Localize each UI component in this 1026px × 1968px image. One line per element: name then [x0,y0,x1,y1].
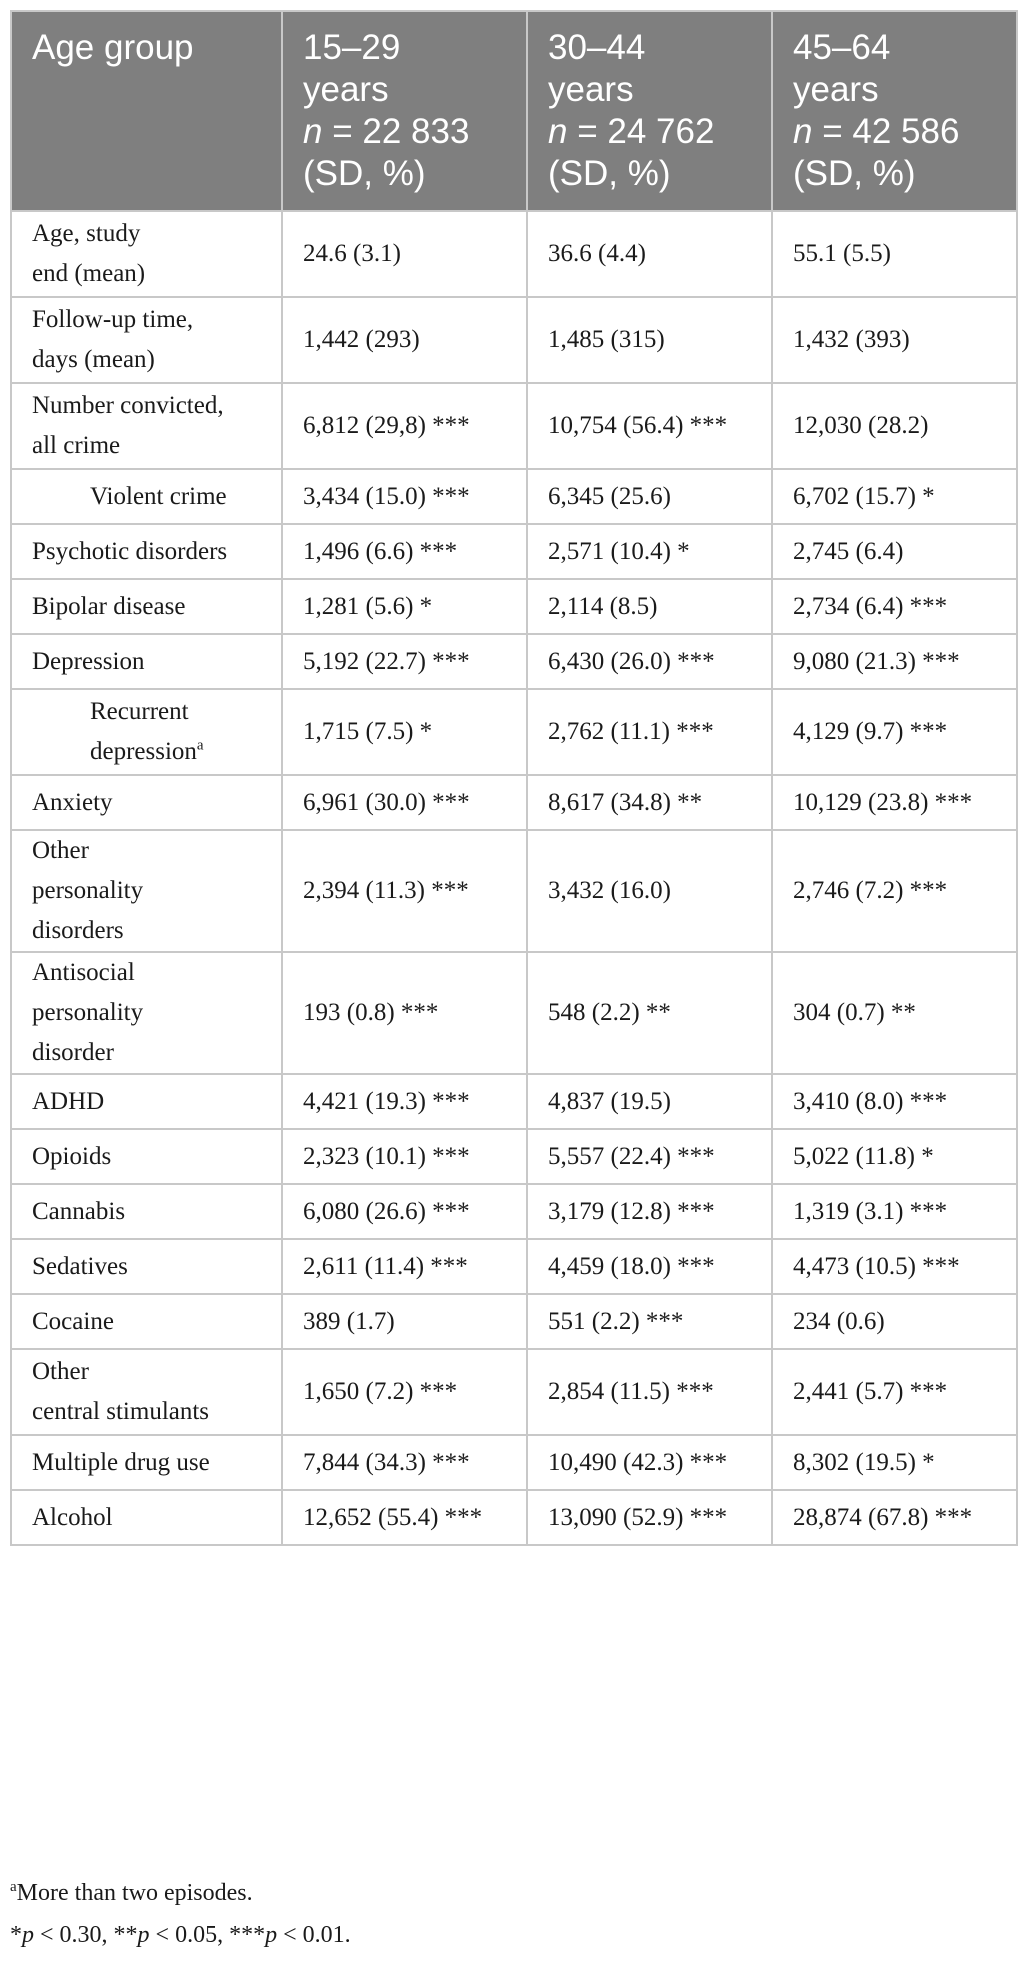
value-cell: 5,192 (22.7) *** [282,634,527,689]
table-row [11,1349,1017,1435]
table-row [11,1184,1017,1239]
table-row [11,469,1017,524]
value-cell: 5,557 (22.4) *** [527,1129,772,1184]
header-range: 45–64 [793,28,891,67]
value-cell: 3,179 (12.8) *** [527,1184,772,1239]
table-row [11,1129,1017,1184]
value-cell: 2,611 (11.4) *** [282,1239,527,1294]
value-cell: 3,410 (8.0) *** [772,1074,1017,1129]
value-cell: 548 (2.2) ** [527,952,772,1074]
footnote-significance: *p < 0.30, **p < 0.05, ***p < 0.01. [10,1922,351,1948]
value-cell: 4,459 (18.0) *** [527,1239,772,1294]
value-cell: 1,496 (6.6) *** [282,524,527,579]
value-cell: 2,746 (7.2) *** [772,830,1017,952]
row-label: Age, study end (mean) [11,211,282,297]
value-cell: 4,473 (10.5) *** [772,1239,1017,1294]
value-cell: 10,129 (23.8) *** [772,775,1017,830]
row-label: Cannabis [11,1184,282,1239]
row-label: Antisocial personality disorder [11,952,282,1074]
header-age-group: Age group [11,11,282,211]
header-stat: (SD, %) [303,154,426,193]
value-cell: 2,854 (11.5) *** [527,1349,772,1435]
row-label: Follow-up time, days (mean) [11,297,282,383]
table-row [11,1294,1017,1349]
header-group-45-64 [772,11,1017,211]
value-cell: 12,030 (28.2) [772,383,1017,469]
value-cell: 551 (2.2) *** [527,1294,772,1349]
table-row [11,211,1017,297]
value-cell: 55.1 (5.5) [772,211,1017,297]
row-label: Psychotic disorders [11,524,282,579]
value-cell: 10,754 (56.4) *** [527,383,772,469]
header-n: n = 42 586 [793,112,960,151]
value-cell: 7,844 (34.3) *** [282,1435,527,1490]
row-label: Recurrent depression$^a$ [11,689,282,775]
value-cell: 36.6 (4.4) [527,211,772,297]
value-cell: 1,281 (5.6) * [282,579,527,634]
table-row [11,952,1017,1074]
row-label: Alcohol [11,1490,282,1545]
value-cell: 6,430 (26.0) *** [527,634,772,689]
header-n: n = 22 833 [303,112,470,151]
row-label: Violent crime [11,469,282,524]
header-row [11,11,1017,211]
row-label: Bipolar disease [11,579,282,634]
value-cell: 4,129 (9.7) *** [772,689,1017,775]
row-label: Number convicted, all crime [11,383,282,469]
value-cell: 3,434 (15.0) *** [282,469,527,524]
value-cell: 304 (0.7) ** [772,952,1017,1074]
table-footnotes [10,1872,1016,1956]
header-stat: (SD, %) [548,154,671,193]
value-cell: 2,762 (11.1) *** [527,689,772,775]
value-cell: 6,080 (26.6) *** [282,1184,527,1239]
value-cell: 1,319 (3.1) *** [772,1184,1017,1239]
value-cell: 13,090 (52.9) *** [527,1490,772,1545]
table-row [11,579,1017,634]
value-cell: 234 (0.6) [772,1294,1017,1349]
row-label: Other personality disorders [11,830,282,952]
value-cell: 12,652 (55.4) *** [282,1490,527,1545]
value-cell: 8,617 (34.8) ** [527,775,772,830]
row-label: Depression [11,634,282,689]
table-row [11,383,1017,469]
value-cell: 6,812 (29,8) *** [282,383,527,469]
table-row [11,775,1017,830]
value-cell: 2,323 (10.1) *** [282,1129,527,1184]
row-label: Anxiety [11,775,282,830]
value-cell: 2,745 (6.4) [772,524,1017,579]
row-label: Other central stimulants [11,1349,282,1435]
header-n: n = 24 762 [548,112,715,151]
value-cell: 193 (0.8) *** [282,952,527,1074]
table-row [11,1074,1017,1129]
header-unit: years [548,70,634,109]
value-cell: 389 (1.7) [282,1294,527,1349]
row-label: Opioids [11,1129,282,1184]
header-stat: (SD, %) [793,154,916,193]
value-cell: 6,702 (15.7) * [772,469,1017,524]
value-cell: 4,421 (19.3) *** [282,1074,527,1129]
value-cell: 2,571 (10.4) * [527,524,772,579]
table-body [11,211,1017,1545]
value-cell: 28,874 (67.8) *** [772,1490,1017,1545]
row-label: Multiple drug use [11,1435,282,1490]
value-cell: 1,432 (393) [772,297,1017,383]
value-cell: 2,441 (5.7) *** [772,1349,1017,1435]
header-unit: years [303,70,389,109]
table-row [11,634,1017,689]
row-label: ADHD [11,1074,282,1129]
header-range: 30–44 [548,28,646,67]
value-cell: 4,837 (19.5) [527,1074,772,1129]
value-cell: 6,961 (30.0) *** [282,775,527,830]
table-row [11,1435,1017,1490]
value-cell: 1,485 (315) [527,297,772,383]
header-range: 15–29 [303,28,401,67]
row-label: Cocaine [11,1294,282,1349]
value-cell: 24.6 (3.1) [282,211,527,297]
row-label: Sedatives [11,1239,282,1294]
value-cell: 1,442 (293) [282,297,527,383]
value-cell: 8,302 (19.5) * [772,1435,1017,1490]
value-cell: 5,022 (11.8) * [772,1129,1017,1184]
footnote-a: $^a$More than two episodes. [10,1879,253,1906]
value-cell: 2,114 (8.5) [527,579,772,634]
header-group-15-29 [282,11,527,211]
data-table [10,10,1018,1546]
table-row [11,524,1017,579]
value-cell: 2,734 (6.4) *** [772,579,1017,634]
table-row [11,297,1017,383]
value-cell: 3,432 (16.0) [527,830,772,952]
table-header [11,11,1017,211]
table-row [11,1490,1017,1545]
value-cell: 1,715 (7.5) * [282,689,527,775]
value-cell: 2,394 (11.3) *** [282,830,527,952]
value-cell: 6,345 (25.6) [527,469,772,524]
table-row [11,689,1017,775]
value-cell: 10,490 (42.3) *** [527,1435,772,1490]
table-row [11,830,1017,952]
table-row [11,1239,1017,1294]
value-cell: 1,650 (7.2) *** [282,1349,527,1435]
header-unit: years [793,70,879,109]
value-cell: 9,080 (21.3) *** [772,634,1017,689]
header-group-30-44 [527,11,772,211]
